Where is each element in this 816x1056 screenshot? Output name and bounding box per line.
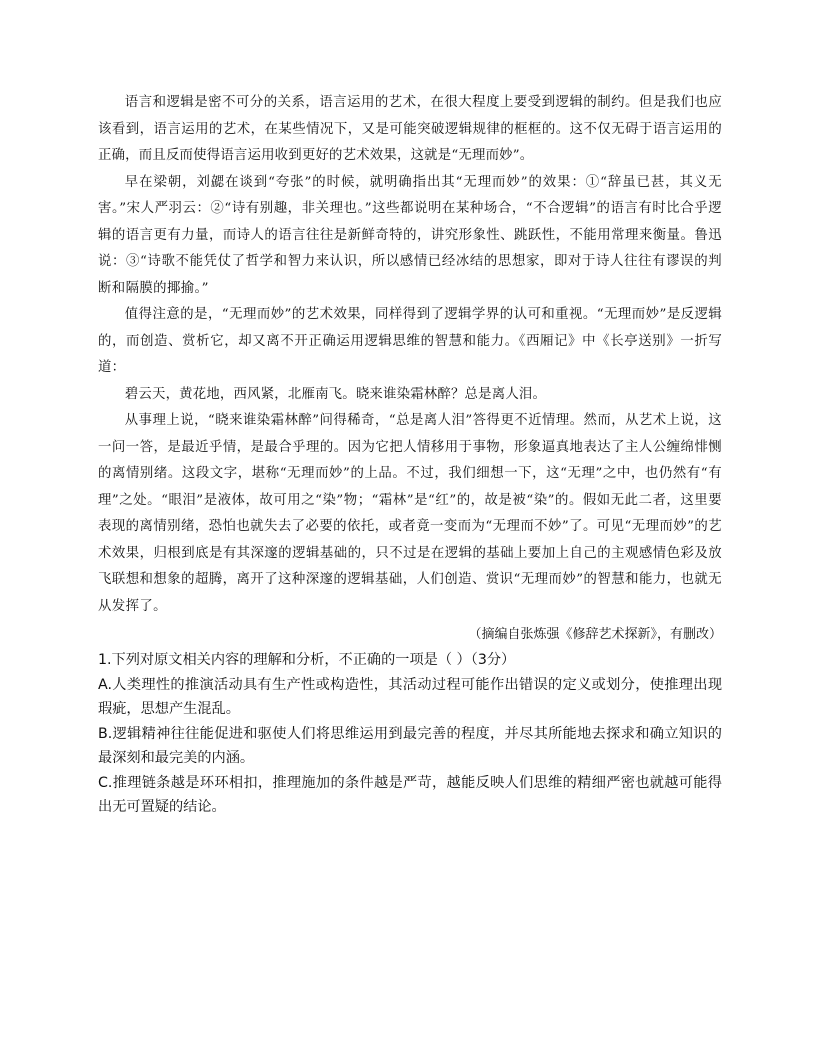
option-b: B.逻辑精神往往能促进和驱使人们将思维运用到最完善的程度，并尽其所能地去探求和确立知识的最深刻和最完美的内涵。 xyxy=(98,725,722,766)
article-paragraph-2: 早在梁朝，刘勰在谈到“夸张”的时候，就明确指出其“无理而妙”的效果：①“辞虽已甚，其义无害。”宋人严羽云：②“诗有别趣，非关理也。”这些都说明在某种场合，“不合逻辑”的语言有时比合乎逻辑的语言更有力量，而诗人的语言往往是新鲜奇特的，讲究形象性、跳跃性，不能用常理来衡量。鲁迅说：③“诗歌不能凭仗了哲学和智力来认识，所以感情已经冰结的思想家，即对于诗人往往有谬误的判断和隔膜的揶揄。” xyxy=(98,174,722,296)
article-poem-quote: 碧云天，黄花地，西风紧，北雁南飞。晓来谁染霜林醉？总是离人泪。 xyxy=(124,386,547,402)
article-body xyxy=(98,90,722,648)
option-c: C.推理链条越是环环相扣，推理施加的条件越是严苛，越能反映人们思维的精细严密也就越可能得出无可置疑的结论。 xyxy=(98,774,722,815)
article-paragraph-5: 从事理上说，“晓来谁染霜林醉”问得稀奇，“总是离人泪”答得更不近情理。然而，从艺术上说，这一问一答，是最近乎情，是最合乎理的。因为它把人情移用于事物，形象逼真地表达了主人公缠绵悱恻的离情别绪。这段文字，堪称“无理而妙”的上品。不过，我们细想一下，这“无理”之中，也仍然有“有理”之处。“眼泪”是液体，故可用之“染”物；“霜林”是“红”的，故是被“染”的。假如无此二者，这里要表现的离情别绪，恐怕也就失去了必要的依托，或者竟一变而为“无理而不妙”了。可见“无理而妙”的艺术效果，归根到底是有其深邃的逻辑基础的，只不过是在逻辑的基础上要加上自己的主观感情色彩及放飞联想和想象的超腾，离开了这种深邃的逻辑基础，人们创造、赏识“无理而妙”的智慧和能力，也就无从发挥了。 xyxy=(98,413,722,614)
document-page xyxy=(98,90,722,820)
article-source-citation: （摘编自张炼强《修辞艺术探新》，有删改） xyxy=(468,627,722,642)
option-a: A.人类理性的推演活动具有生产性或构造性，其活动过程可能作出错误的定义或划分，使推理出现瑕疵，思想产生混乱。 xyxy=(98,676,722,717)
question-1 xyxy=(98,648,722,820)
article-paragraph-3: 值得注意的是，“无理而妙”的艺术效果，同样得到了逻辑学界的认可和重视。“无理而妙”是反逻辑的，而创造、赏析它，却又离不开正确运用逻辑思维的智慧和能力。《西厢记》中《长亭送别》一折写道： xyxy=(98,307,722,375)
article-paragraph-1: 语言和逻辑是密不可分的关系，语言运用的艺术，在很大程度上要受到逻辑的制约。但是我们也应该看到，语言运用的艺术，在某些情况下，又是可能突破逻辑规律的框框的。这不仅无碍于语言运用的正确，而且反而使得语言运用收到更好的艺术效果，这就是“无理而妙”。 xyxy=(98,95,722,163)
question-stem: 1.下列对原文相关内容的理解和分析，不正确的一项是（ ）（3分） xyxy=(98,652,516,668)
